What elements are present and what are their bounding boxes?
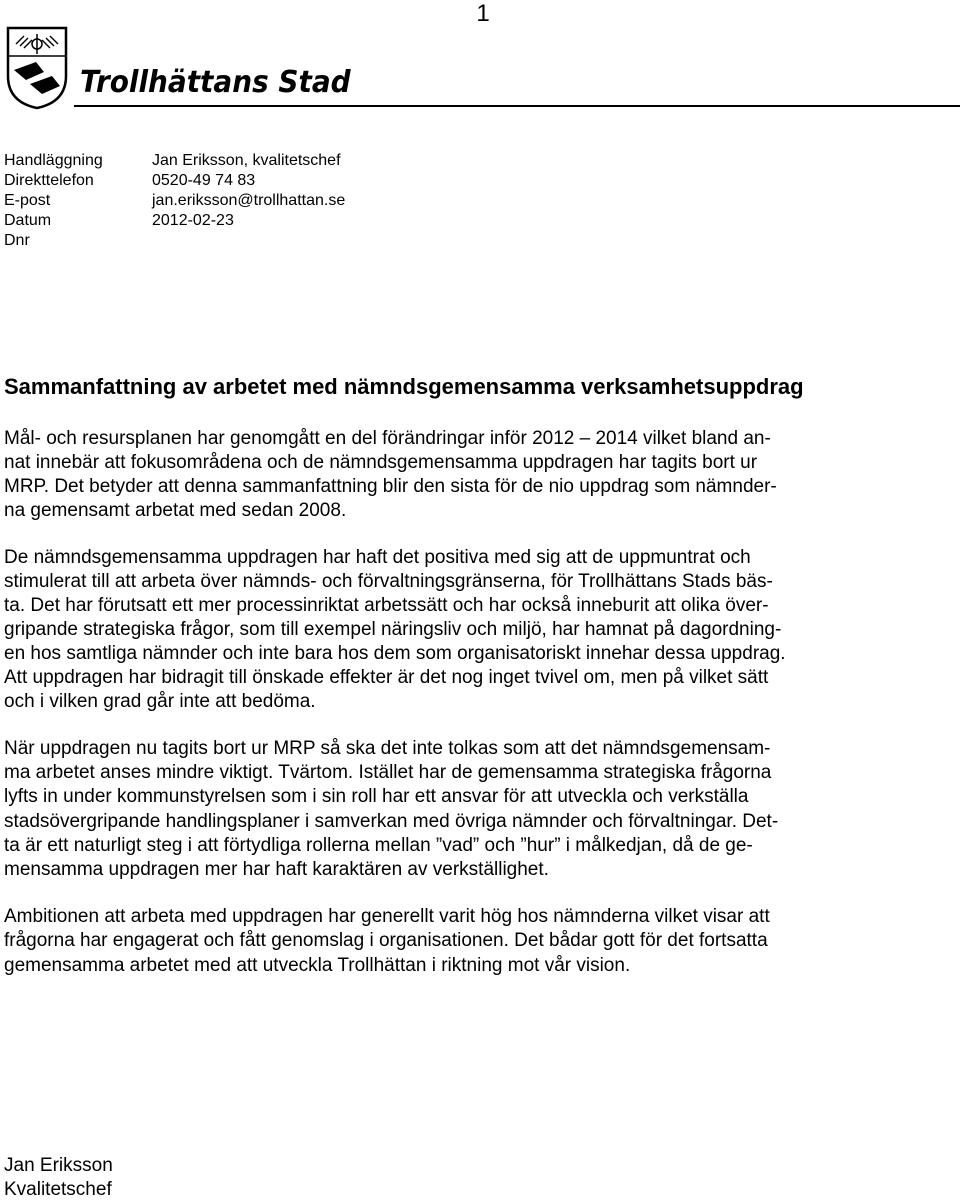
text-line: Mål- och resursplanen har genomgått en del förändringar inför 2012 – 2014 vilket bland an-: [4, 428, 771, 449]
signature-block: [4, 1154, 113, 1202]
text-line: När uppdragen nu tagits bort ur MRP så ska det inte tolkas som att det nämndsgemensam-: [4, 738, 771, 759]
meta-value: 2012-02-23: [152, 212, 234, 229]
meta-label: Dnr: [4, 232, 30, 249]
paragraph: [4, 546, 954, 714]
meta-row: [4, 211, 345, 231]
meta-label: Direkttelefon: [4, 172, 94, 189]
header-divider: [74, 105, 960, 107]
text-line: ta. Det har förutsatt ett mer processinriktat arbetssätt och har också inneburit att olika över-: [4, 595, 769, 616]
signatory-role: Kvalitetschef: [4, 1179, 112, 1200]
text-line: De nämndsgemensamma uppdragen har haft det positiva med sig att de uppmuntrat och: [4, 547, 751, 568]
text-line: Ambitionen att arbeta med uppdragen har generellt varit hög hos nämnderna vilket visar att: [4, 906, 770, 928]
text-line: ta är ett naturligt steg i att förtydliga rollerna mellan ”vad” och ”hur” i målkedjan, då de ge-: [4, 834, 753, 856]
text-line: nat innebär att fokusområdena och de nämndsgemensamma uppdragen har tagits bort ur: [4, 452, 758, 473]
document-body: [4, 427, 954, 1001]
text-line: mensamma uppdragen mer har haft karaktären av verkställighet.: [4, 858, 549, 880]
text-line: lyfts in under kommunstyrelsen som i sin roll har ett ansvar för att utveckla och verkställa: [4, 786, 749, 808]
text-line: frågorna har engagerat och fått genomslag i organisationen. Det bådar gott för det fortsatta: [4, 930, 768, 952]
meta-value: Jan Eriksson, kvalitetschef: [152, 152, 341, 169]
meta-label: E-post: [4, 192, 51, 209]
paragraph: [4, 427, 954, 523]
text-line: stimulerat till att arbeta över nämnds- och förvaltningsgränserna, för Trollhättans Stads bäs-: [4, 571, 773, 592]
signatory-name: Jan Eriksson: [4, 1155, 113, 1176]
text-line: ma arbetet anses mindre viktigt. Tvärtom. Istället har de gemensamma strategiska frågorna: [4, 762, 772, 784]
meta-label: Handläggning: [4, 152, 103, 169]
meta-row: [4, 231, 345, 251]
municipality-logo: [6, 18, 351, 108]
meta-value: jan.eriksson@trollhattan.se: [152, 192, 346, 209]
meta-value: 0520-49 74 83: [152, 172, 256, 189]
text-line: och i vilken grad går inte att bedöma.: [4, 691, 316, 712]
text-line: MRP. Det betyder att denna sammanfattning blir den sista för de nio uppdrag som nämnder-: [4, 476, 777, 497]
meta-row: [4, 171, 345, 191]
document-title: Sammanfattning av arbetet med nämndsgemensamma verksamhetsuppdrag: [4, 374, 804, 399]
paragraph: [4, 737, 954, 882]
text-line: en hos samtliga nämnder och inte bara hos dem som organisatoriskt innehar dessa uppdrag.: [4, 643, 786, 664]
text-line: stadsövergripande handlingsplaner i samverkan med övriga nämnder och förvaltningar. Det-: [4, 810, 779, 832]
document-metadata: [4, 151, 345, 251]
paragraph: [4, 905, 954, 978]
org-name: Trollhättans Stad: [80, 65, 351, 100]
coat-of-arms-icon: [6, 26, 68, 110]
text-line: Att uppdragen har bidragit till önskade effekter är det nog inget tvivel om, men på vilket sätt: [4, 667, 769, 688]
meta-label: Datum: [4, 212, 52, 229]
meta-row: [4, 151, 345, 171]
text-line: gemensamma arbetet med att utveckla Trollhättan i riktning mot vår vision.: [4, 954, 631, 976]
text-line: gripande strategiska frågor, som till exempel näringsliv och miljö, har hamnat på dagordning-: [4, 619, 782, 640]
text-line: na gemensamt arbetat med sedan 2008.: [4, 500, 347, 521]
page-number: 1: [476, 0, 490, 27]
meta-row: [4, 191, 345, 211]
